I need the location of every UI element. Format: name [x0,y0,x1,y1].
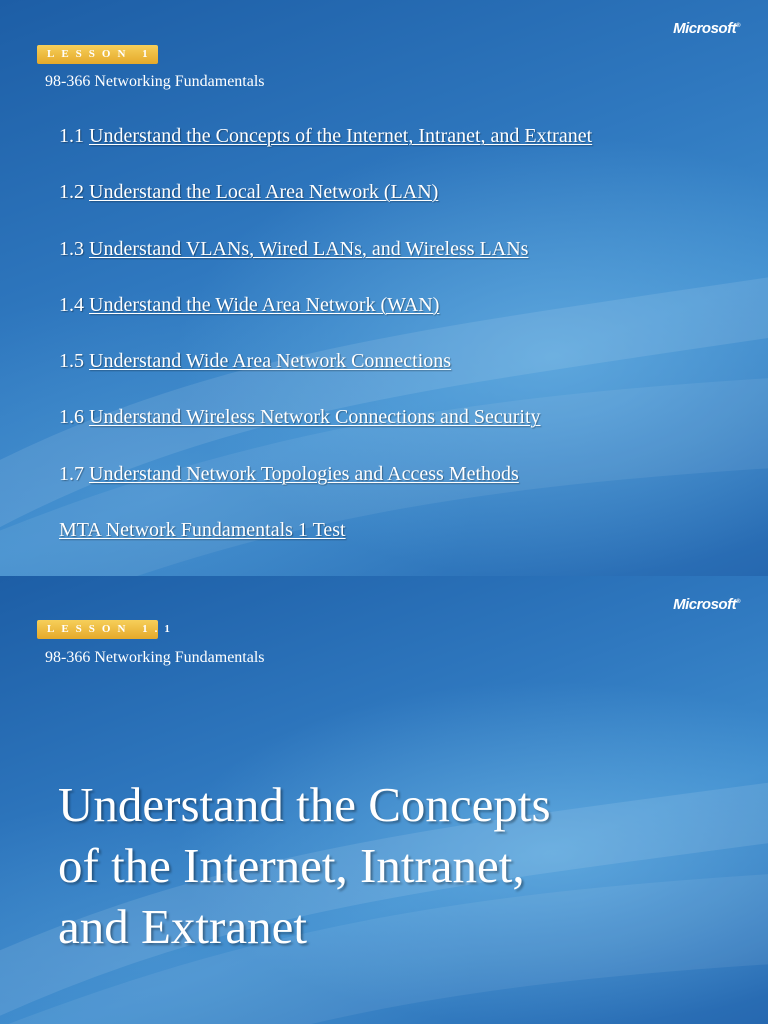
lesson-link-1-1[interactable]: Understand the Concepts of the Internet, Intranet, and Extranet [89,125,593,147]
item-number: 1.2 [59,181,84,204]
item-number: 1.6 [59,406,84,429]
lesson-link-1-5[interactable]: Understand Wide Area Network Connections [89,350,452,373]
list-item [59,347,592,403]
item-number: 1.7 [59,462,84,485]
list-item [59,122,592,178]
lesson-link-1-6[interactable]: Understand Wireless Network Connections and Security [89,406,541,429]
lesson-title [58,774,718,957]
lesson-tag: LESSON 1 [37,45,158,64]
list-item [59,516,592,572]
title-line: Understand the Concepts [58,777,551,832]
item-number: 1.3 [59,237,84,260]
item-number: 1.1 [59,125,84,147]
microsoft-logo: Microsoft® [673,20,740,37]
list-item [59,291,592,347]
lesson-tag: LESSON 1.1 [37,620,158,639]
list-item [59,460,592,516]
test-link[interactable]: MTA Network Fundamentals 1 Test [59,519,346,542]
title-line: of the Internet, Intranet, [58,838,525,893]
item-number: 1.4 [59,293,84,316]
microsoft-logo-text: Microsoft [673,20,737,37]
microsoft-logo-text: Microsoft [673,596,737,613]
list-item [59,235,592,291]
lesson-link-1-3[interactable]: Understand VLANs, Wired LANs, and Wireless LANs [89,237,529,260]
lesson-link-1-7[interactable]: Understand Network Topologies and Access Methods [89,462,519,485]
course-title: 98-366 Networking Fundamentals [45,649,265,666]
title-line: and Extranet [58,899,307,954]
list-item [59,403,592,459]
lesson-link-1-2[interactable]: Understand the Local Area Network (LAN) [89,181,439,204]
slide-title [0,576,768,1024]
microsoft-logo: Microsoft® [673,596,740,613]
lesson-link-1-4[interactable]: Understand the Wide Area Network (WAN) [89,293,440,316]
item-number: 1.5 [59,350,84,373]
list-item [59,178,592,234]
lesson-list [59,122,592,572]
course-title: 98-366 Networking Fundamentals [45,73,265,90]
